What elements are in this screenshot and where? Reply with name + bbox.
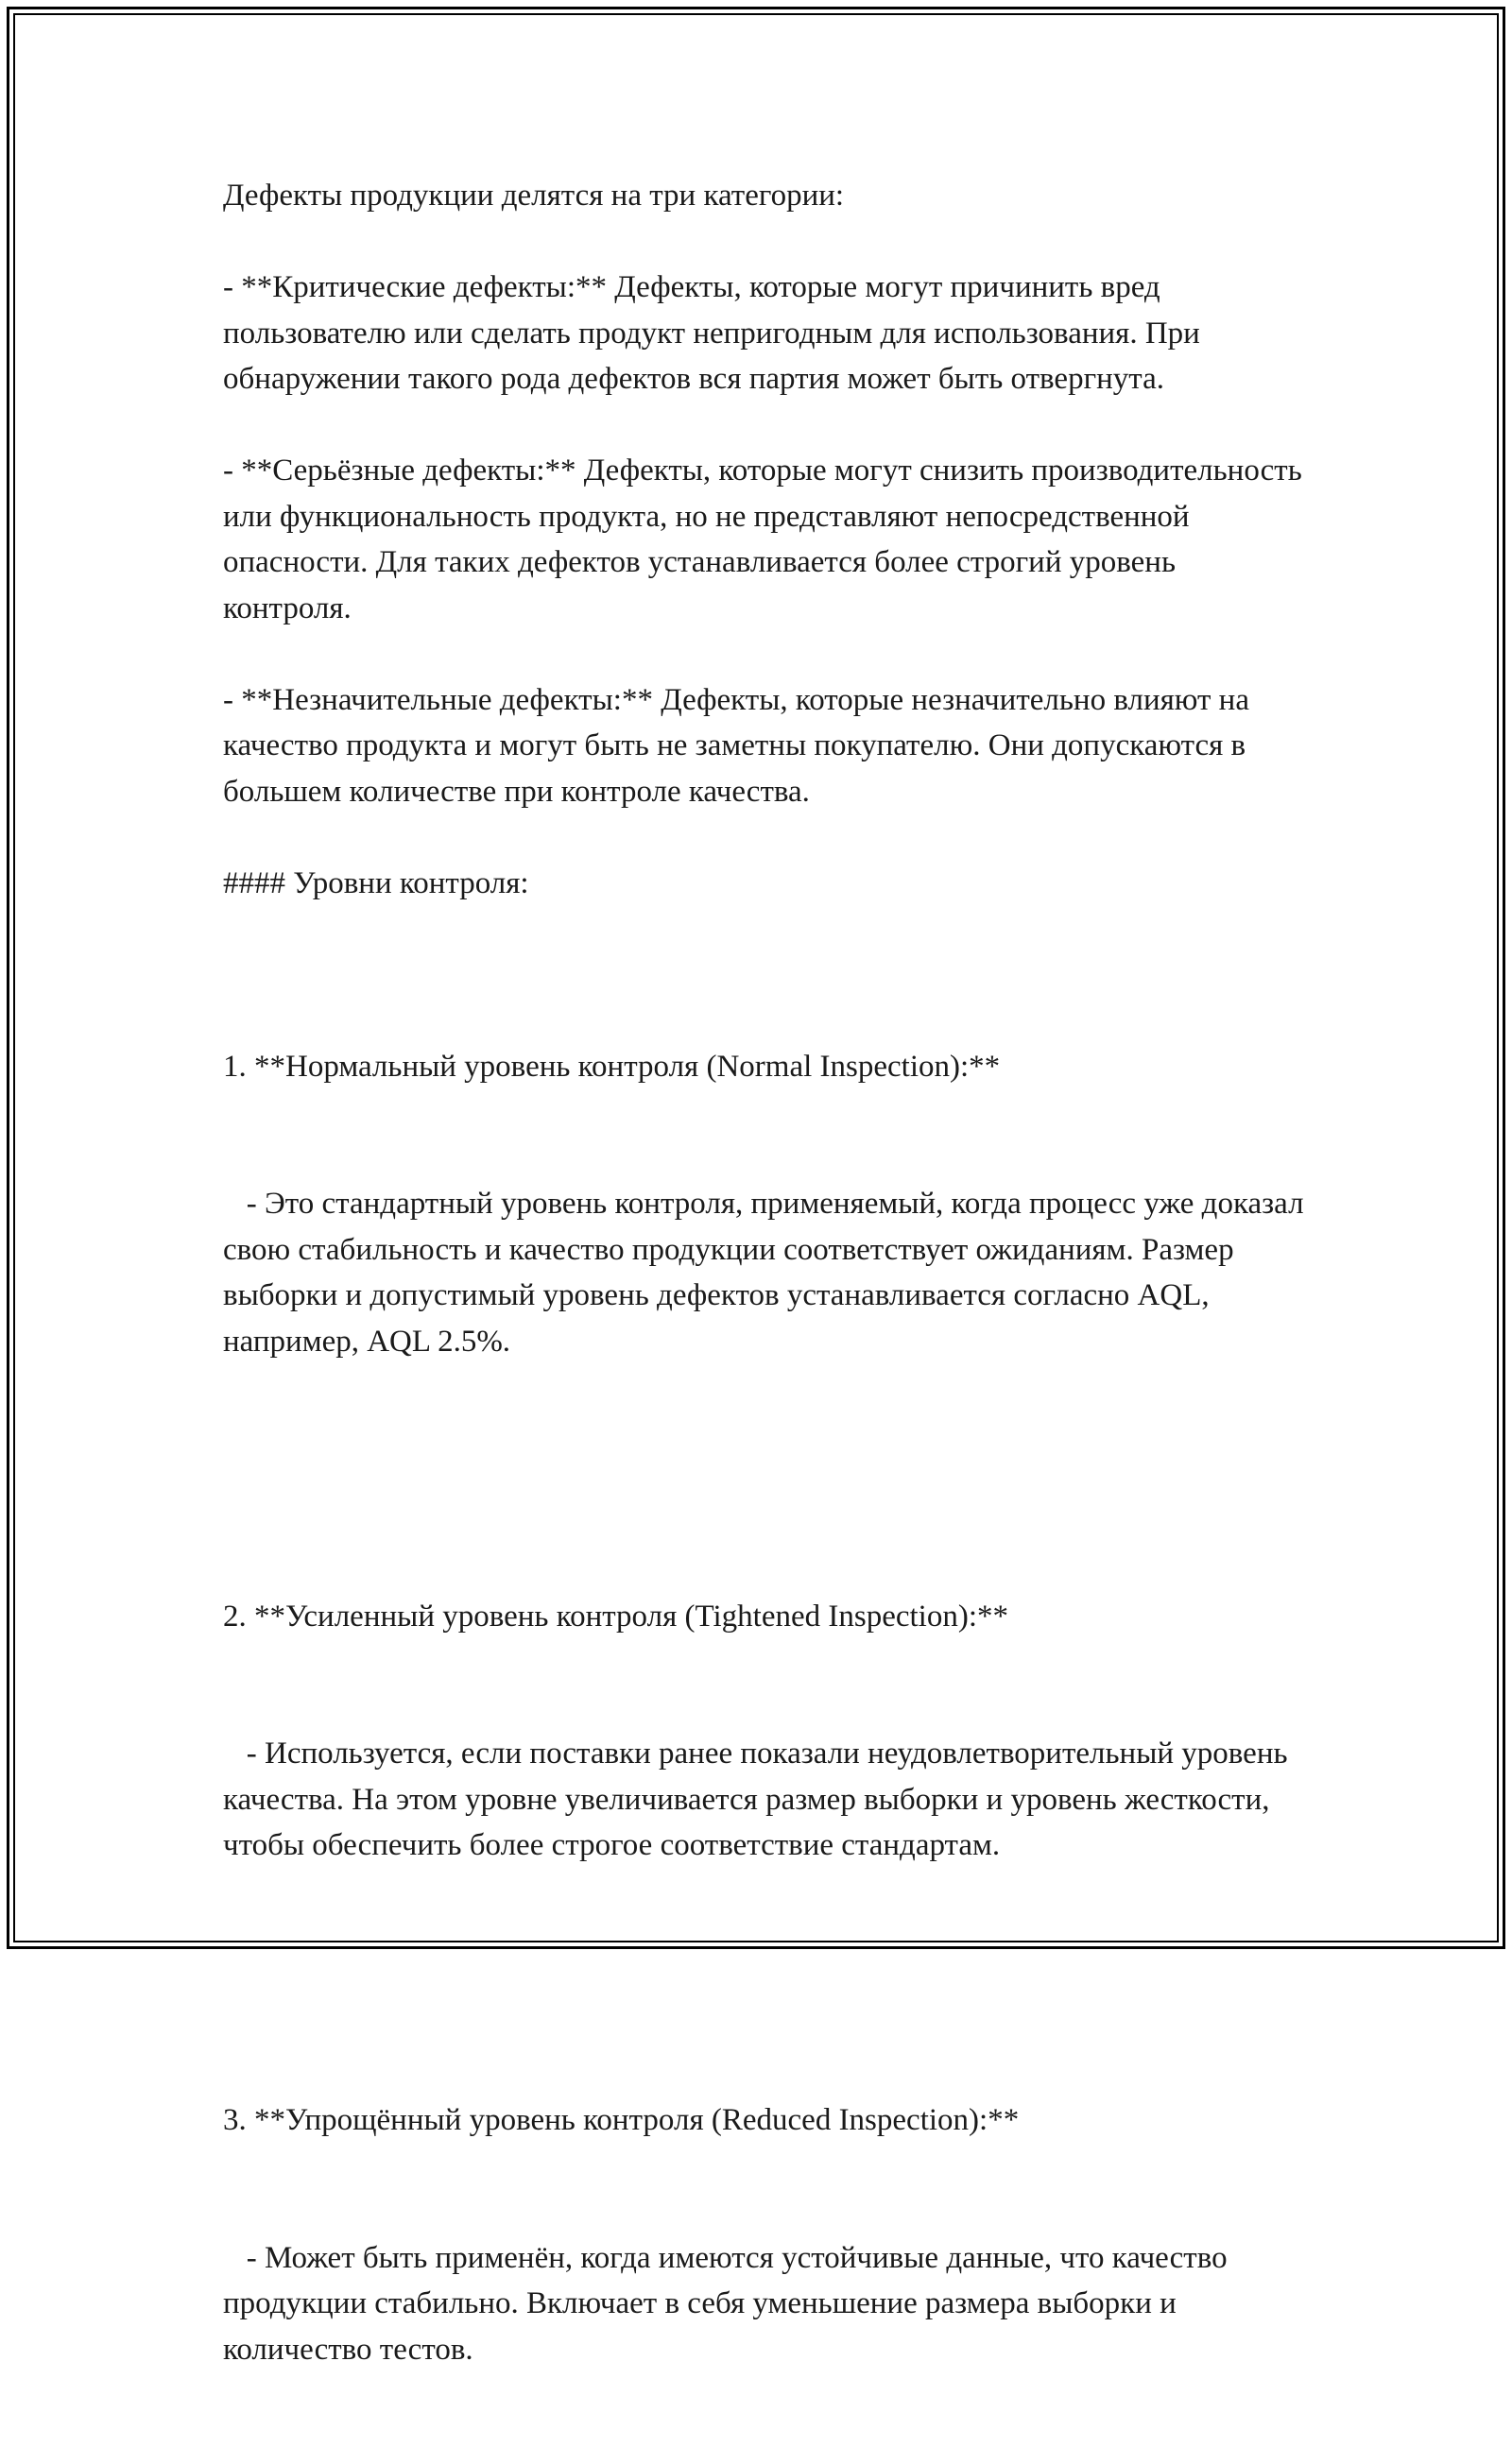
tightened-inspection-item <box>223 1502 1310 1960</box>
document-body <box>223 173 1310 2464</box>
tightened-inspection-text: - Используется, если поставки ранее показали неудовлетворительный уровень качества. На этом уровне увеличивается размер выборки и уровень жесткости, чтобы обеспечить более строгое соответствие стандартам. <box>223 1737 1296 1862</box>
reduced-inspection-item <box>223 2006 1310 2464</box>
intro-paragraph: Дефекты продукции делятся на три категории: <box>223 179 845 213</box>
critical-defects-paragraph: - **Критические дефекты:** Дефекты, которые могут причинить вред пользователю или сделать продукт непригодным для использования. При обнаружении такого рода дефектов вся партия может быть отвергнута. <box>223 270 1209 396</box>
normal-inspection-text: - Это стандартный уровень контроля, применяемый, когда процесс уже доказал свою стабильность и качество продукции соответствует ожиданиям. Размер выборки и допустимый уровень дефектов устанавливается согласно AQL, например, AQL 2.5%. <box>223 1187 1312 1359</box>
minor-defects-paragraph: - **Незначительные дефекты:** Дефекты, которые незначительно влияют на качество продукта и могут быть не заметны покупателю. Они допускаются в большем количестве при контроле качества. <box>223 682 1258 809</box>
normal-inspection-item <box>223 952 1310 1457</box>
control-levels-heading: #### Уровни контроля: <box>223 865 529 900</box>
major-defects-paragraph: - **Серьёзные дефекты:** Дефекты, которые могут снизить производительность или функциональность продукта, но не представляют непосредственной опасности. Для таких дефектов устанавливается более строгий уровень контроля. <box>223 453 1311 625</box>
normal-inspection-title: 1. **Нормальный уровень контроля (Normal Inspection):** <box>223 1049 1001 1084</box>
reduced-inspection-text: - Может быть применён, когда имеются устойчивые данные, что качество продукции стабильно. Включает в себя уменьшение размера выборки и количество тестов. <box>223 2240 1235 2367</box>
tightened-inspection-title: 2. **Усиленный уровень контроля (Tightened Inspection):** <box>223 1599 1009 1634</box>
reduced-inspection-title: 3. **Упрощённый уровень контроля (Reduced Inspection):** <box>223 2103 1020 2137</box>
